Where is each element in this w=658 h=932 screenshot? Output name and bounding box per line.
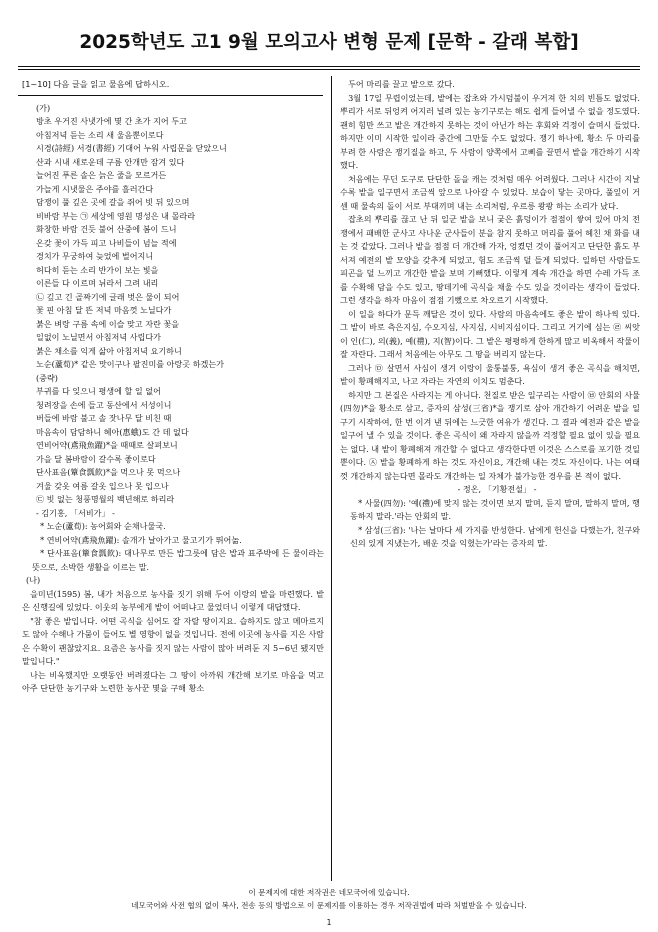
page-title: 2025학년도 고1 9월 모의고사 변형 문제 [문학 - 갈래 복합]	[79, 32, 579, 53]
poem-line: 붉은 채소를 익게 삶아 아침저녁 요기하니	[36, 345, 182, 356]
copyright-notice: 이 문제지에 대한 저작권은 네모국어에 있습니다.	[248, 888, 410, 897]
footnote: * 삼성(三省): '나는 날마다 세 가지를 반성한다. 남에게 헌신을 다했는가, 친구와 신의 있게 지냈는가, 배운 것을 익혔는가'라는 증자의 말.	[350, 524, 640, 548]
footnote: * 연비어약(鳶飛魚躍): 솔개가 날아가고 물고기가 뛰어놂.	[40, 534, 242, 545]
copyright-warning: 네모국어와 사전 협의 없이 복사, 전송 등의 방법으로 이 문제지를 이용하는 경우 저작권법에 따라 처벌받을 수 있습니다.	[131, 901, 527, 910]
paragraph: 처음에는 무딘 도구로 단단한 돌을 캐는 것처럼 매우 어려웠다. 그러나 시간이 지날수록 밭을 일구면서 조금씩 앞으로 나아갈 수 있었다. 보습이 닿는 곳마다, 풀잎이 거센 때 물속의 돌이 서로 부대끼며 내는 소리처럼, 우르릉 쾅쾅 하는 소리가 났다.	[340, 173, 640, 211]
poem-line: 꽃 핀 아침 달 뜬 저녁 마음껏 노닐다가	[36, 305, 172, 315]
poem-line: 마음속이 담담하니 혜아(惠蛾)도 간 데 없다	[36, 426, 189, 437]
left-column	[22, 78, 324, 696]
poem-line: 버들에 바람 불고 솔 잣나무 달 비친 때	[36, 413, 172, 423]
paragraph: 이 일을 하다가 문득 깨달은 것이 있다. 사람의 마음속에도 좋은 밭이 하나씩 있다. 그 밭이 바로 측은지심, 수오지심, 사지심, 시비지심이다. 그리고 거기에 심는 ㉣ 씨앗이 인(仁), 의(義), 예(禮), 지(智)이다. 그 밭은 평평하게 한하게 많고 비옥해서 작물이 잘 자란다. 그래서 처음에는 아무도 그 땅을 버리지 않는다.	[340, 308, 640, 359]
poem-line: 시경(詩經) 서경(書經) 기대어 누워 사립문을 닫았으니	[36, 143, 227, 153]
poem-line: 아침저녁 듣는 소리 새 울음뿐이로다	[36, 129, 164, 140]
footnote: * 단사표음(簞食瓢飮): 대나무로 만든 밥그릇에 담은 밥과 표주박에 든 물이라는 뜻으로, 소박한 생활을 이르는 말.	[32, 548, 324, 572]
question-instruction: [1~10] 다음 글을 읽고 물음에 답하시오.	[22, 79, 170, 89]
poem-line: 부귀를 다 잊으니 평생에 할 일 없어	[36, 386, 161, 396]
footnote: * 사물(四勿): '예(禮)에 맞지 않는 것이면 보지 말며, 듣지 말며, 말하지 말며, 행동하지 말라.'라는 안회의 말.	[350, 497, 640, 521]
column-divider	[331, 76, 332, 881]
poem-line: 온갖 꽃이 가득 피고 나비들이 넘늘 적에	[36, 237, 177, 248]
omission-marker: (중략)	[36, 372, 58, 383]
paragraph: 두어 마리를 끌고 밭으로 갔다.	[348, 79, 455, 89]
prose-source: - 정온, 「기황전설」 -	[457, 484, 537, 494]
prose-footnotes	[340, 497, 640, 551]
prose-right-body	[340, 78, 640, 483]
title-rule-lower	[18, 69, 640, 70]
paragraph: 하지만 그 본질은 사라지는 게 아니다. 천질로 받은 일구리는 사람이 ㉥ 안회의 사물(四勿)*을 황소로 삼고, 증자의 삼성(三省)*을 쟁기로 삼아 개간하기 어려운 밭을 일구기 시작하여, 한 번 이겨 낸 뒤에는 느긋한 여유가 생긴다. 그 결과 예전과 같은 밭을 일구어 낼 수 있을 것이다. 좋은 곡식이 왜 자라지 않을까 걱정할 필요 없이 있을 필요는 없다. 내 밭이 황폐해져 개간할 수 없다고 생각한다면 이것은 스스로를 포기한 것일 뿐이다. ㉦ 밭을 황폐하게 하는 것도 자신이요, 개간해 내는 것도 자신이다. 나는 여태껏 개간하지 않는다면 몰라도 개간하는 일 자체가 불가능한 경우를 본 적이 없다.	[340, 389, 640, 481]
title-rule-upper	[18, 66, 640, 67]
poem-line: 경치가 무궁하여 늦었에 벌어지니	[36, 251, 154, 261]
paragraph: 3월 17일 무렵이었는데, 밭에는 잡초와 가시덤불이 우거져 한 치의 빈틈도 없었다. 뿌리가 서로 뒤엉켜 어지러 널려 있는 농기구로는 해도 쉽게 들어낼 수 없을 정도였다. 괜히 힘만 쓰고 밭은 개간하지 못하는 것이 아닌가 하는 후회와 걱정이 슬며시 들었다. 하지만 이미 시작한 일이라 중간에 그만둘 수도 없었다. 쟁기 하나에, 황소 두 마리를 부려 한 사람은 쟁기질을 하고, 두 사람이 양쪽에서 고삐를 끌면서 밭을 개간하기 시작했다.	[340, 92, 640, 170]
poem-line: 가늘게 시냇물은 주야를 흘러간다	[36, 183, 154, 194]
poem-line: 비바람 부는 ㉠ 세상에 영원 명성은 내 몰라라	[36, 210, 196, 221]
poem-lines-continued	[22, 385, 324, 507]
poem-line: 늘어진 푸른 솔은 늙은 줄을 모르거든	[36, 170, 167, 180]
paragraph: 을미년(1595) 봄, 내가 처음으로 농사를 짓기 위해 두어 이랑의 밭을 마련했다. 밭은 신행길에 있었다. 이웃의 농부에게 밭이 어떠냐고 물었더니 이렇게 대답했다.	[22, 588, 324, 612]
poem-line: 이른들 다 이르며 뉘라서 그려 내리	[36, 278, 159, 288]
poem-source: - 김기홍, 「서비가」 -	[36, 507, 115, 518]
paragraph: 나는 비옥했지만 오랫동안 버려졌다는 그 땅이 아까워 개간해 보기로 마음을 먹고 아주 단단한 농기구와 노련한 농사꾼 몇을 구해 황소	[22, 669, 324, 693]
poem-line: 산과 시내 새로운데 구름 안개만 잠겨 있다	[36, 156, 185, 167]
poem-line: 청려장을 손에 들고 동산에서 서성이니	[36, 399, 172, 410]
poem-line: 연비어약(鳶飛魚躍)*을 때때로 살펴보니	[36, 440, 178, 450]
passage-marker-na: (나)	[26, 575, 41, 585]
poem-line: 허다히 듣는 소리 반가이 보는 빛을	[36, 264, 159, 275]
poem-line: ㉡ 깊고 긴 골짜기에 글래 벗은 물이 되어	[36, 291, 180, 302]
poem-line: 겨울 갖옷 여름 갈옷 입으나 못 입으나	[36, 480, 169, 491]
poem-line: 화창한 바람 건듯 불어 산중에 봄이 드니	[36, 224, 177, 234]
poem-line: 방초 우거진 사냇가에 몇 간 초가 지어 두고	[36, 116, 187, 126]
poem-line: 노순(蘆荀)* 같은 맛이구나 팔진미를 아랑곳 하겠는가	[36, 359, 224, 369]
paragraph: 그러나 ㉤ 살면서 사심이 생겨 이랑이 울퉁불퉁, 욕심이 생겨 좋은 곡식을 해치면, 밭이 황폐해지고, 나고 자라는 자연의 이치도 멈춘다.	[340, 362, 640, 386]
paragraph: 잡초의 뿌리를 끊고 난 뒤 일군 밭을 보니 궂은 흙덩이가 점점이 쌓여 있어 마치 전쟁에서 패배한 군사고 사나운 군사들이 분을 참지 못하고 머리를 풀어 헤친 채 화를 내는 것 같았다. 그러나 밭을 점점 더 개간해 가자, 엉켰던 것이 풀어지고 단단한 흙도 부서져 예전의 밭 모양을 갖추게 되었고, 험도 조금씩 덜 들게 되었다. 일하던 사람들도 피곤을 덜 느끼고 개간한 밭을 보며 기뻐했다. 이렇게 계속 개간을 하면 수레 가득 조를 수확해 담을 수도 있고, 땅데기에 곡식을 채울 수도 있을 것이라는 생각이 들었다. 그런 생각을 하자 마음이 점점 기뻤으로 차오르기 시작했다.	[340, 214, 640, 305]
instruction-rule	[18, 95, 323, 96]
poem-section	[22, 102, 324, 521]
passage-marker-ga: (가)	[36, 102, 51, 113]
poem-line: 가을 달 봄바람이 갈수록 좋이로다	[36, 453, 156, 464]
page-number: 1	[326, 918, 332, 927]
paragraph: "참 좋은 밭입니다. 어떤 곡식을 심어도 잘 자랄 땅이지요. 습하지도 않고 메마르지도 않아 수해나 가뭄이 들어도 별 영향이 없을 것입니다. 전에 이곳에 농사를 지은 사람은 수확이 괜찮았지요. 요즘은 농사를 짓지 않는 사람이 많아 버려둔 지 5~6년 됐지만 말입니다."	[22, 615, 324, 666]
poem-lines	[22, 115, 324, 372]
right-column	[340, 78, 640, 551]
poem-footnotes	[22, 520, 324, 574]
poem-line: 붉은 벼랑 구름 속에 이슬 맞고 자란 꽃을	[36, 318, 180, 329]
prose-left-body	[22, 588, 324, 696]
poem-line: 담쟁이 풀 깊은 곳에 갈을 쥐어 빗 뒤 있으며	[36, 197, 190, 207]
poem-line: 단사표음(簞食瓢飮)*을 먹으나 못 먹으나	[36, 467, 181, 477]
footnote: * 노순(蘆荀): 농어회와 순채나물국.	[40, 521, 166, 531]
poem-line: ㉢ 빗 없는 청풍명월의 백년해로 하리라	[36, 494, 175, 504]
poem-line: 일없이 노닐면서 아침저녁 사립다가	[36, 332, 161, 342]
